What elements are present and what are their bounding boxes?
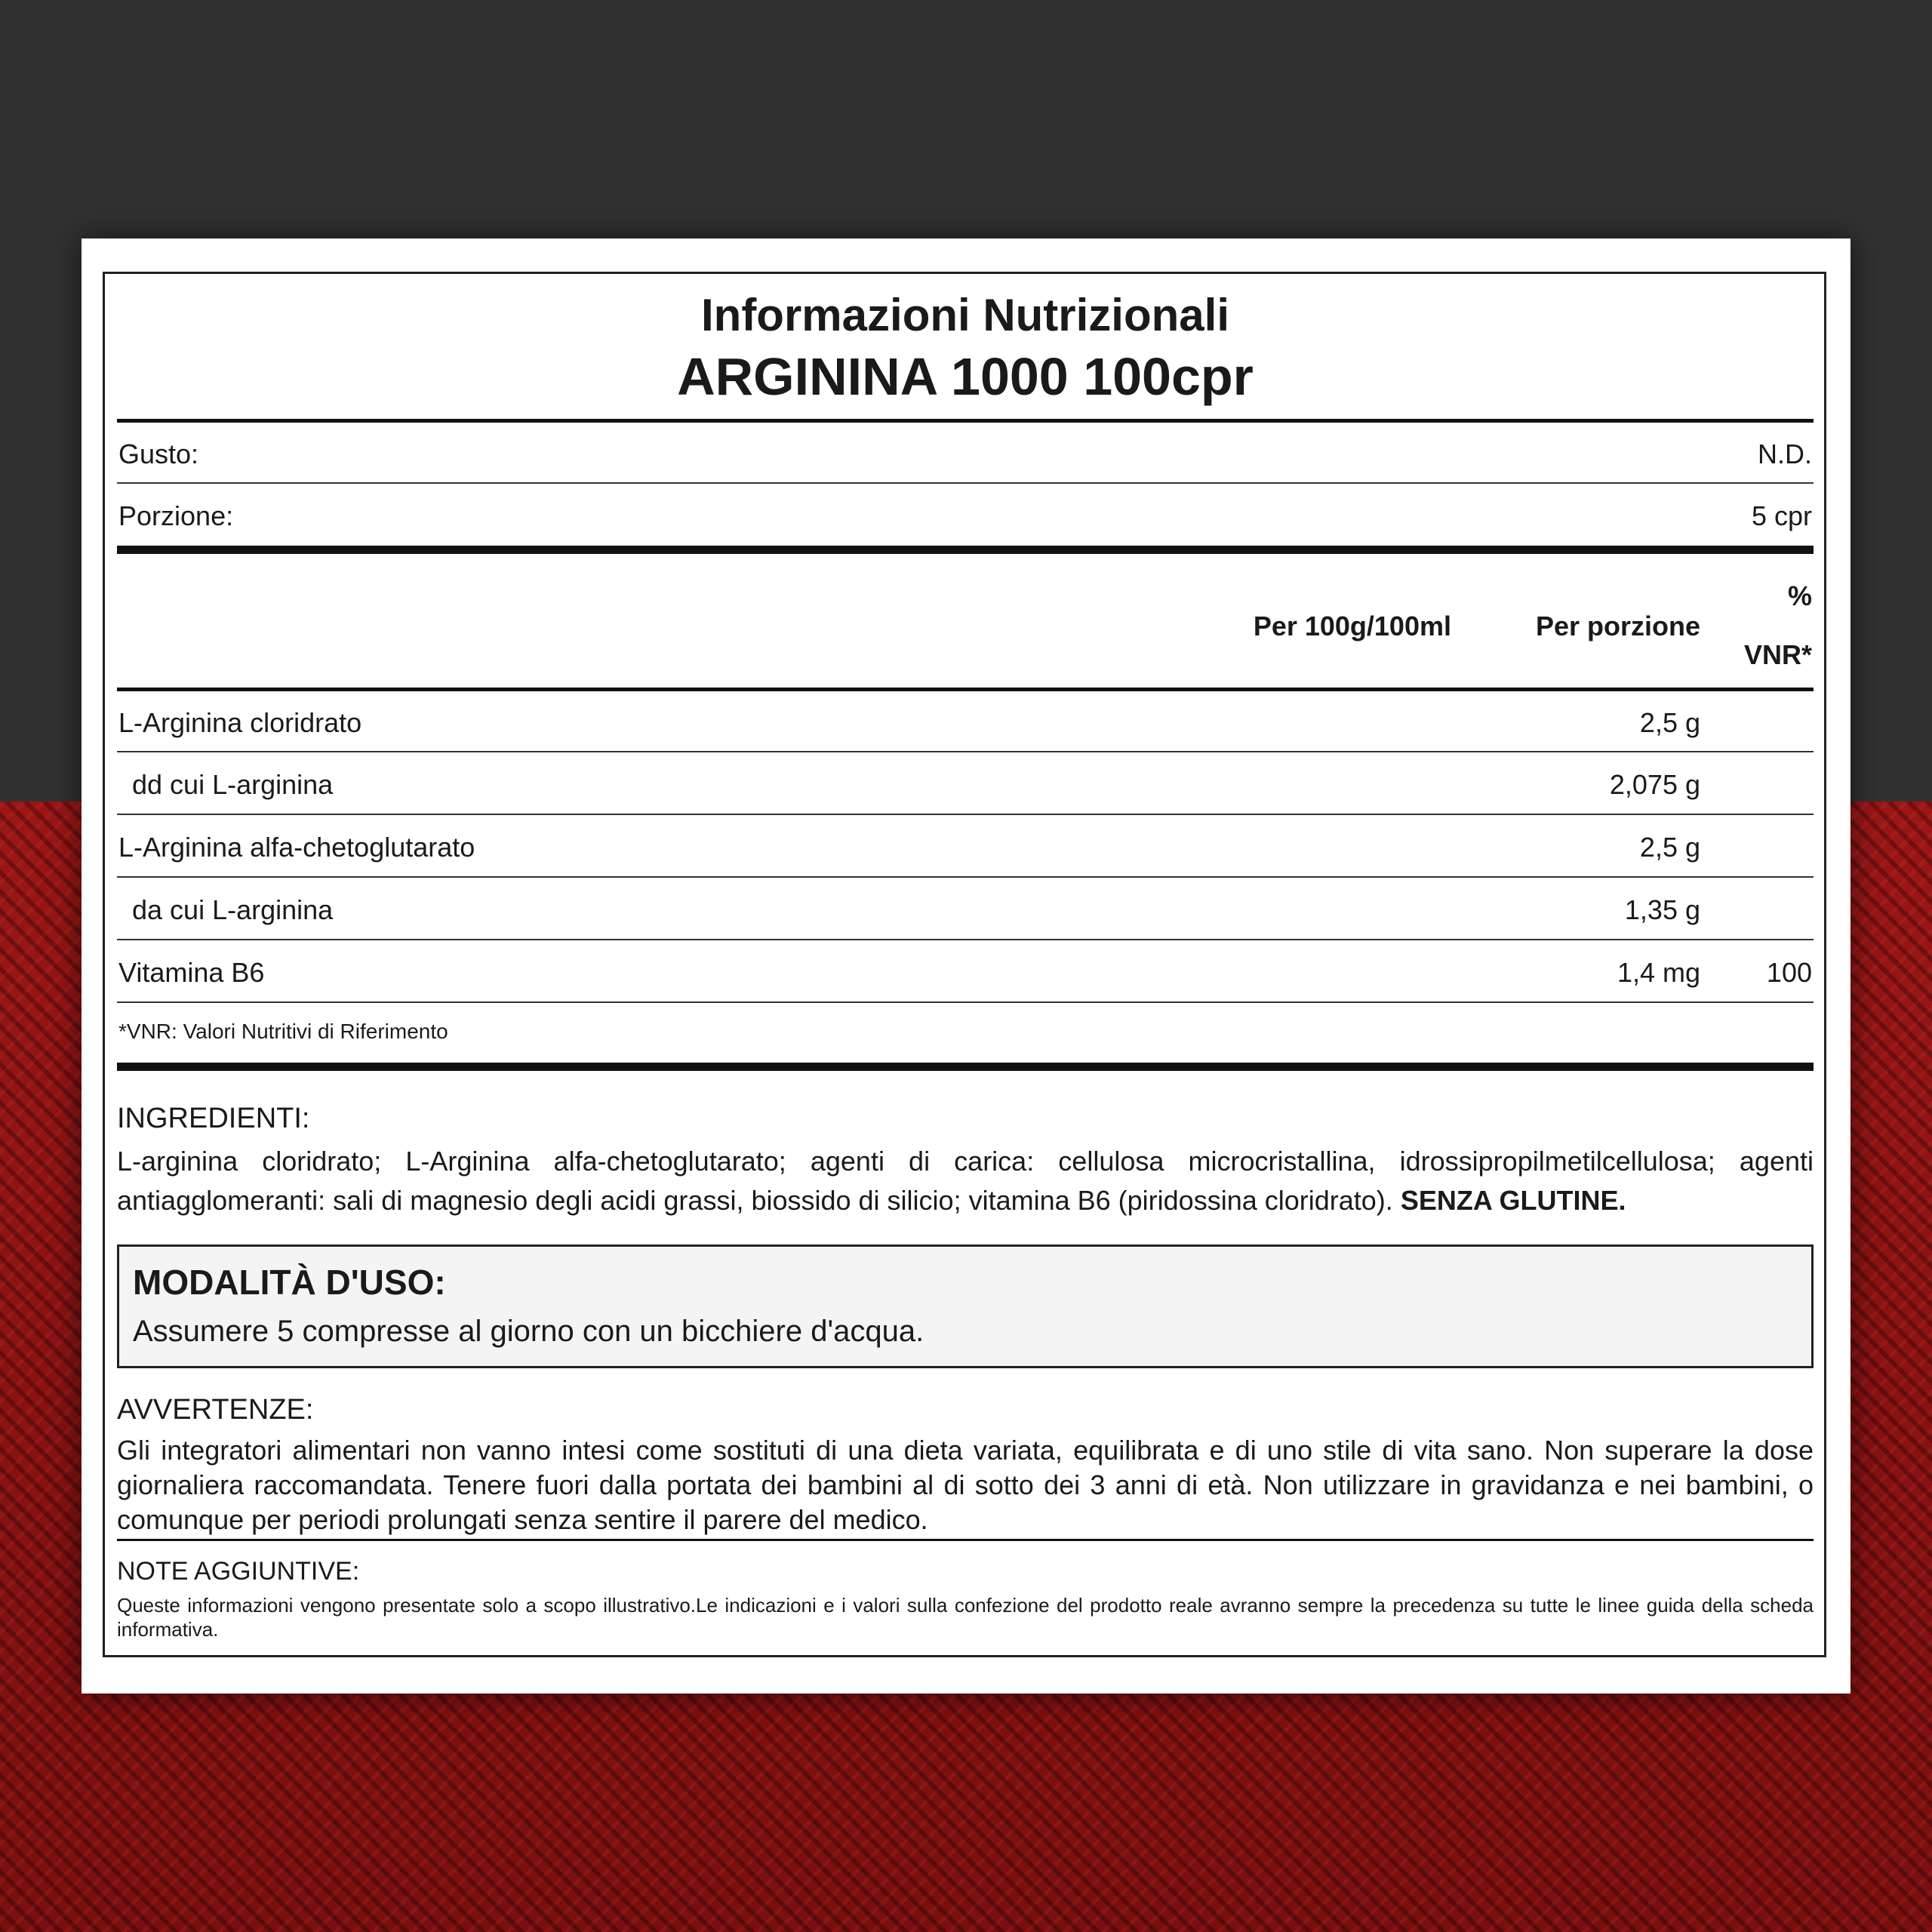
divider bbox=[117, 751, 1814, 752]
divider bbox=[117, 688, 1814, 691]
divider bbox=[117, 939, 1814, 940]
col-header-vnr-percent: % bbox=[1787, 580, 1812, 611]
nutrient-porzione: 2,075 g bbox=[1609, 769, 1700, 800]
nutrient-label: L-Arginina alfa-chetoglutarato bbox=[118, 832, 475, 863]
ingredienti-body: L-arginina cloridrato; L-Arginina alfa-chetoglutarato; agenti di carica: cellulosa microcristallina, idrossipropilmetilcellulosa; agenti antiagglomeranti: sali di magnesio degli acidi grassi, biossido di silicio; vitamina B6 (piridossina cloridrato). bbox=[117, 1146, 1814, 1216]
sheet-content bbox=[117, 274, 1814, 1655]
nutrient-porzione: 2,5 g bbox=[1639, 832, 1700, 863]
col-header-per100: Per 100g/100ml bbox=[1253, 611, 1451, 641]
page-title: Informazioni Nutrizionali bbox=[701, 290, 1229, 340]
note-heading: NOTE AGGIUNTIVE: bbox=[117, 1557, 360, 1586]
sheet-frame bbox=[103, 272, 1826, 1657]
modalita-text: Assumere 5 compresse al giorno con un bicchiere d'acqua. bbox=[133, 1315, 924, 1348]
divider bbox=[117, 1001, 1814, 1003]
avvertenze-text: Gli integratori alimentari non vanno intesi come sostituti di una dieta variata, equilibrata e di uno stile di vita sano. Non superare la dose giornaliera raccomandata. Tenere fuori dalla portata dei bambini al di sotto dei 3 anni di età. Non utilizzare in gravidanza e nei bambini, o comunque per periodi prolungati senza sentire il parere del medico. bbox=[117, 1435, 1814, 1535]
divider bbox=[117, 876, 1814, 878]
nutrient-label: dd cui L-arginina bbox=[132, 769, 334, 800]
nutrient-porzione: 1,35 g bbox=[1624, 894, 1700, 925]
col-header-vnr: VNR* bbox=[1743, 639, 1812, 670]
note-text: Queste informazioni vengono presentate solo a scopo illustrativo.Le indicazioni e i valori sulla confezione del prodotto reale avranno sempre la precedenza su tutte le linee guida della scheda informativa. bbox=[117, 1594, 1814, 1641]
nutrient-label: Vitamina B6 bbox=[118, 957, 265, 988]
gluten-free-note: SENZA GLUTINE. bbox=[1400, 1185, 1626, 1216]
gusto-value: N.D. bbox=[1758, 438, 1812, 469]
divider bbox=[117, 482, 1814, 484]
vnr-footnote: *VNR: Valori Nutritivi di Riferimento bbox=[118, 1020, 448, 1043]
nutrition-sheet bbox=[82, 238, 1850, 1694]
divider bbox=[117, 419, 1814, 423]
avvertenze-heading: AVVERTENZE: bbox=[117, 1394, 314, 1426]
nutrient-vnr: 100 bbox=[1766, 957, 1812, 988]
gusto-label: Gusto: bbox=[118, 438, 199, 469]
modalita-heading: MODALITÀ D'USO: bbox=[133, 1263, 446, 1302]
nutrient-porzione: 1,4 mg bbox=[1617, 957, 1700, 988]
col-header-porzione: Per porzione bbox=[1535, 611, 1700, 641]
porzione-label: Porzione: bbox=[118, 500, 234, 531]
nutrient-label: L-Arginina cloridrato bbox=[118, 707, 362, 738]
divider bbox=[117, 814, 1814, 815]
ingredienti-heading: INGREDIENTI: bbox=[117, 1103, 310, 1134]
divider bbox=[117, 1539, 1814, 1541]
product-name: ARGININA 1000 100cpr bbox=[677, 347, 1254, 406]
ingredienti-text bbox=[117, 1142, 1814, 1220]
modalita-box bbox=[117, 1244, 1814, 1368]
porzione-value: 5 cpr bbox=[1751, 500, 1812, 531]
divider-thick bbox=[117, 1063, 1814, 1071]
nutrient-label: da cui L-arginina bbox=[132, 894, 334, 925]
divider-thick bbox=[117, 546, 1814, 554]
nutrient-porzione: 2,5 g bbox=[1639, 707, 1700, 738]
